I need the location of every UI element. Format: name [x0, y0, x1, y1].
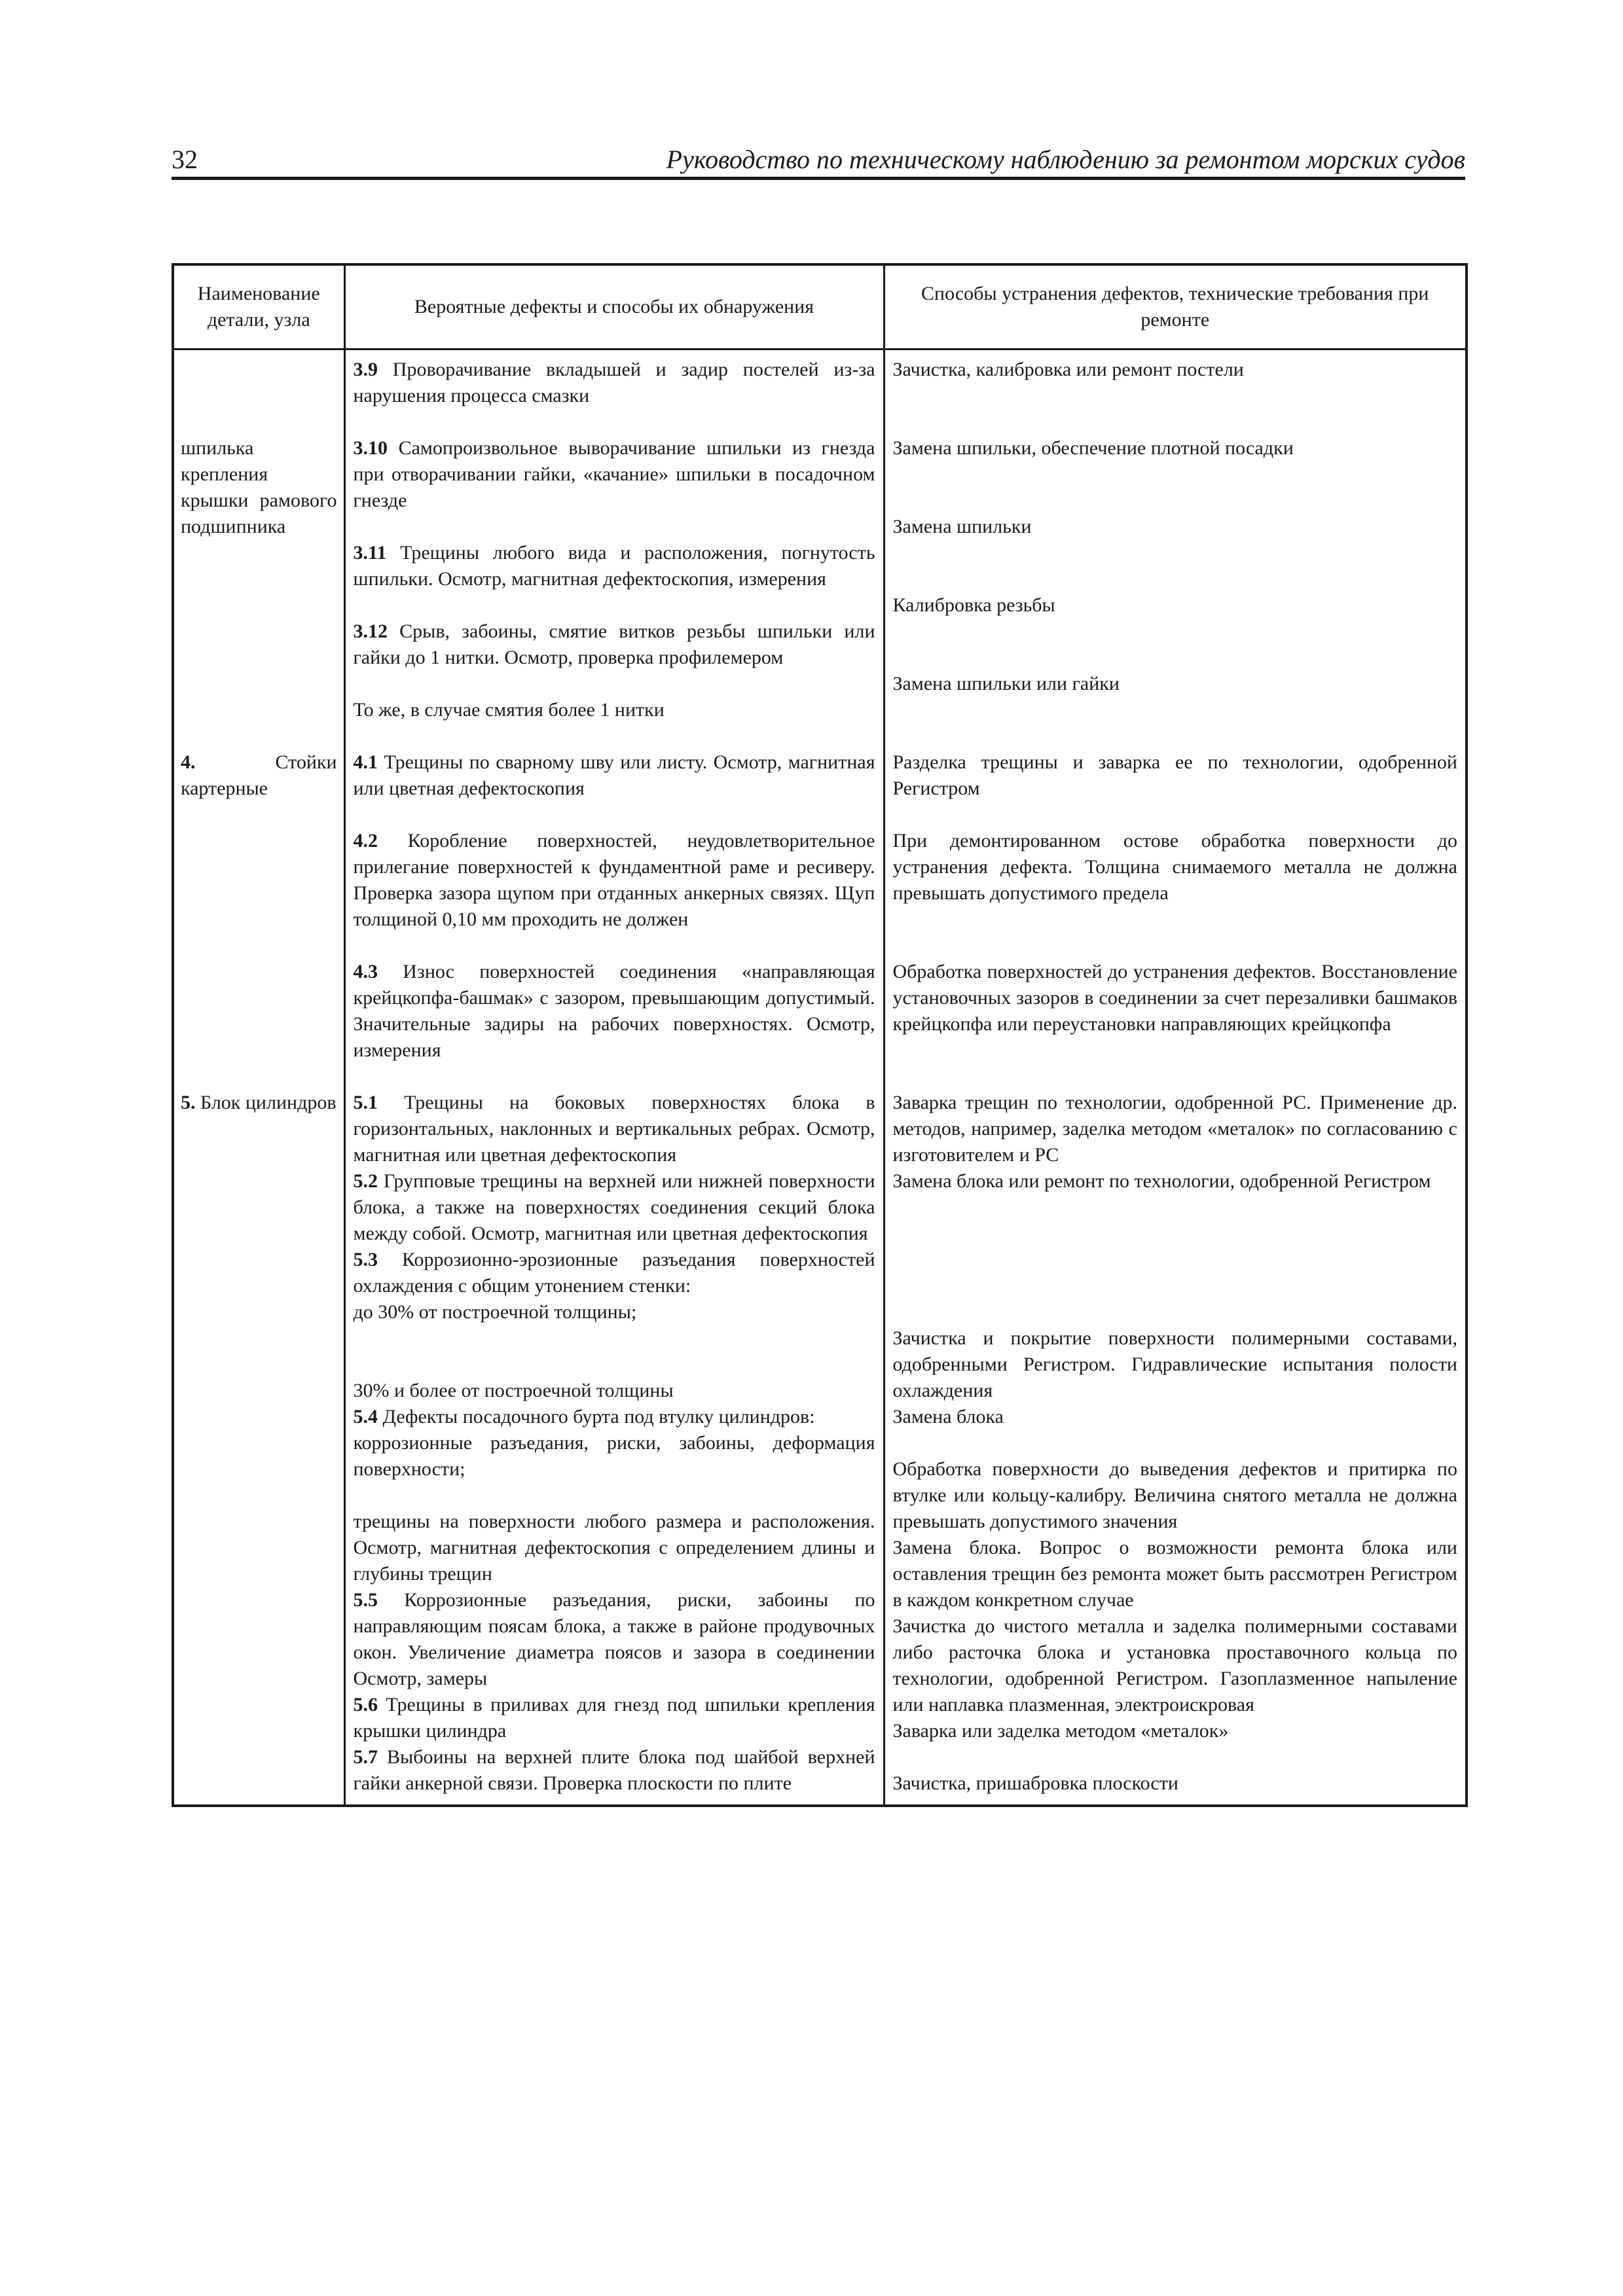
remedy-item: Обработка поверхностей до устранения дефектов. Восстановление установочных зазоров в соединении за счет перезаливки башмаков крейцкопфа или переустановки направляющих крейцкопфа	[892, 961, 1457, 1035]
table-row	[173, 435, 1467, 749]
remedy-item: Зачистка, калибровка или ремонт постели	[892, 359, 1244, 380]
defect-item: То же, в случае смятия более 1 нитки	[353, 699, 665, 721]
header-part: Наименование детали, узла	[173, 264, 344, 350]
table-row	[173, 1090, 1467, 1806]
remedy-cell	[884, 435, 1467, 749]
defects-table	[172, 263, 1468, 1807]
remedy-item: Зачистка и покрытие поверхности полимерными составами, одобренными Регистром. Гидравлические испытания полости охлаждения	[892, 1327, 1457, 1401]
remedy-item	[893, 1273, 1458, 1325]
header-rule	[172, 177, 1465, 180]
remedy-item: Замена блока	[892, 1406, 1004, 1427]
remedy-item: Зачистка, пришабровка плоскости	[892, 1772, 1178, 1794]
remedy-item: Замена шпильки или гайки	[892, 673, 1120, 694]
defect-item: 4.1 Трещины по сварному шву или листу. Осмотр, магнитная или цветная дефектоскопия	[353, 751, 875, 799]
defect-item: 5.7 Выбоины на верхней плите блока под шайбой верхней гайки анкерной связи. Проверка плоскости по плите	[353, 1746, 875, 1794]
page-header	[172, 140, 1465, 174]
remedy-item: При демонтированном остове обработка поверхности до устранения дефекта. Толщина снимаемого металла не должна превышать допустимого предела	[892, 830, 1457, 904]
defect-cell	[344, 749, 884, 1090]
remedy-item: Зачистка до чистого металла и заделка полимерными составами либо расточка блока и установка проставочного кольца по технологии, одобренной Регистром. Газоплазменное напыление или наплавка плазменная, электроискровая	[892, 1615, 1457, 1715]
defect-item: до 30% от построечной толщины;	[353, 1301, 637, 1323]
remedy-item	[893, 1430, 1458, 1456]
defect-item: 5.3 Коррозионно-эрозионные разъедания поверхностей охлаждения с общим утонением стенки:	[353, 1249, 875, 1297]
table-row	[173, 749, 1467, 1090]
defect-cell	[344, 435, 884, 749]
defect-item: 4.2 Коробление поверхностей, неудовлетворительное прилегание поверхностей к фундаментной раме и ресиверу. Проверка зазора щупом при отданных анкерных связях. Щуп толщиной 0,10 мм проходить не должен	[353, 830, 875, 930]
remedy-item: Заварка или заделка методом «металок»	[892, 1720, 1229, 1742]
table-header-row	[173, 264, 1467, 350]
defect-item: коррозионные разъедания, риски, забоины, деформация поверхности;	[353, 1432, 875, 1480]
remedy-item: Заварка трещин по технологии, одобренной РС. Применение др. методов, например, заделка методом «металок» по согласованию с изготовителем и РС	[892, 1092, 1457, 1166]
defect-item: трещины на поверхности любого размера и расположения. Осмотр, магнитная дефектоскопия с определением длины и глубины трещин	[353, 1511, 875, 1585]
defect-cell	[344, 350, 884, 436]
remedy-item: Замена блока или ремонт по технологии, одобренной Регистром	[892, 1170, 1431, 1192]
defect-cell	[344, 1090, 884, 1806]
running-title: Руководство по техническому наблюдению за ремонтом морских судов	[666, 145, 1465, 174]
remedy-item: Замена шпильки	[892, 516, 1032, 537]
defect-item: 3.9 Проворачивание вкладышей и задир постелей из-за нарушения процесса смазки	[353, 359, 875, 406]
defect-item: 5.1 Трещины на боковых поверхностях блока в горизонтальных, наклонных и вертикальных ребрах. Осмотр, магнитная или цветная дефектоскопия	[353, 1092, 875, 1166]
remedy-item: Калибровка резьбы	[892, 594, 1055, 616]
header-remedies: Способы устранения дефектов, технические требования при ремонте	[884, 264, 1467, 350]
part-cell: 5. Блок цилиндров	[173, 1090, 344, 1806]
part-cell	[173, 350, 344, 436]
remedy-item: Обработка поверхности до выведения дефектов и притирка по втулке или кольцу-калибру. Величина снятого металла не должна превышать допустимого значения	[892, 1458, 1457, 1532]
defect-item: 30% и более от построечной толщины	[353, 1380, 674, 1401]
remedy-cell	[884, 350, 1467, 436]
page-number: 32	[172, 145, 198, 174]
remedy-item: Замена шпильки, обеспечение плотной посадки	[892, 437, 1294, 459]
part-cell: 4. Стойки картерные	[173, 749, 344, 1090]
defect-item: 3.11 Трещины любого вида и расположения, погнутость шпильки. Осмотр, магнитная дефектоскопия, измерения	[353, 542, 875, 590]
remedy-cell	[884, 1090, 1467, 1806]
defect-item: 4.3 Износ поверхностей соединения «направляющая крейцкопфа-башмак» с зазором, превышающим допустимый. Значительные задиры на рабочих поверхностях. Осмотр, измерения	[353, 961, 875, 1061]
remedy-item: Разделка трещины и заварка ее по технологии, одобренной Регистром	[892, 751, 1457, 799]
defect-item: 5.5 Коррозионные разъедания, риски, забоины по направляющим поясам блока, а также в районе продувочных окон. Увеличение диаметра поясов и зазора в соединении Осмотр, замеры	[353, 1589, 875, 1689]
defect-item: 5.4 Дефекты посадочного бурта под втулку цилиндров:	[353, 1406, 815, 1427]
table-row	[173, 350, 1467, 436]
header-defects: Вероятные дефекты и способы их обнаружения	[344, 264, 884, 350]
part-cell: шпилька крепления крышки рамового подшипника	[173, 435, 344, 749]
defect-item: 3.12 Срыв, забоины, смятие витков резьбы шпильки или гайки до 1 нитки. Осмотр, проверка профилемером	[353, 620, 875, 668]
remedy-cell	[884, 749, 1467, 1090]
defect-item: 5.2 Групповые трещины на верхней или нижней поверхности блока, а также на поверхностях соединения секций блока между собой. Осмотр, магнитная или цветная дефектоскопия	[353, 1170, 875, 1244]
defect-item: 3.10 Самопроизвольное выворачивание шпильки из гнезда при отворачивании гайки, «качание» шпильки в посадочном гнезде	[353, 437, 875, 511]
defect-item: 5.6 Трещины в приливах для гнезд под шпильки крепления крышки цилиндра	[353, 1694, 875, 1742]
remedy-item: Замена блока. Вопрос о возможности ремонта блока или оставления трещин без ремонта может быть рассмотрен Регистром в каждом конкретном случае	[892, 1537, 1457, 1611]
